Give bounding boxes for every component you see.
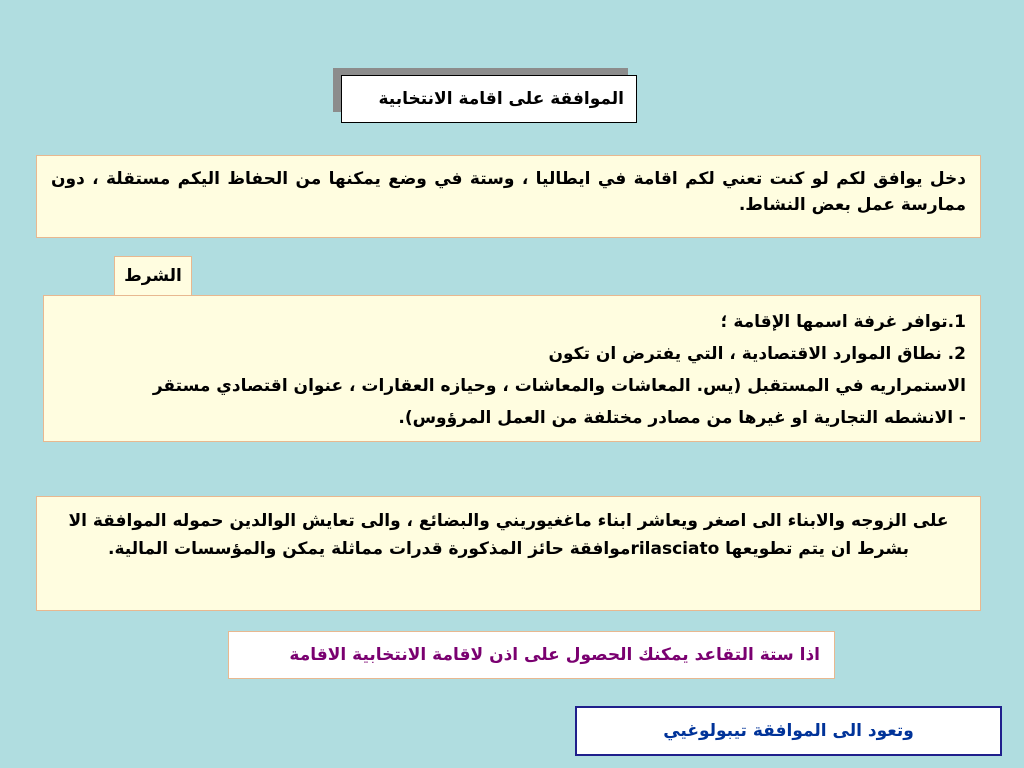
retirement-panel bbox=[228, 631, 835, 679]
condition-label bbox=[114, 256, 192, 296]
slide-title-text: الموافقة على اقامة الانتخابية bbox=[378, 89, 624, 109]
family-panel bbox=[36, 496, 981, 611]
conditions-panel bbox=[43, 295, 981, 442]
condition-label-text: الشرط bbox=[124, 266, 182, 286]
return-panel bbox=[575, 706, 1002, 756]
condition-item: 2. نطاق الموارد الاقتصادية ، التي يفترض ان تكون bbox=[548, 344, 966, 364]
condition-item: - الانشطه التجارية او غيرها من مصادر مختلفة من العمل المرؤوس). bbox=[398, 408, 966, 428]
family-text: على الزوجه والابناء الى اصغر ويعاشر ابناء ماغغيوريني والبضائع ، والى تعايش الوالدين حموله الموافقة الا بشرط ان يتم تطويعها rilasciatoموافقة حائز المذكورة قدرات مماثلة يمكن والمؤسسات المالية. bbox=[68, 511, 949, 559]
intro-text: دخل يوافق لكم لو كنت تعني لكم اقامة في ايطاليا ، وستة في وضع يمكنها من الحفاظ اليكم مستقلة ، دون ممارسة عمل بعض النشاط. bbox=[51, 169, 966, 215]
return-text: وتعود الى الموافقة تيبولوغيي bbox=[663, 721, 914, 741]
slide-title bbox=[341, 75, 637, 123]
condition-item: 1.توافر غرفة اسمها الإقامة ؛ bbox=[720, 312, 966, 332]
retirement-text: اذا ستة التقاعد يمكنك الحصول على اذن لاقامة الانتخابية الاقامة bbox=[289, 645, 820, 665]
intro-panel bbox=[36, 155, 981, 238]
condition-item: الاستمراريه في المستقبل (يس. المعاشات والمعاشات ، وحيازه العقارات ، عنوان اقتصادي مستقر bbox=[152, 376, 966, 396]
